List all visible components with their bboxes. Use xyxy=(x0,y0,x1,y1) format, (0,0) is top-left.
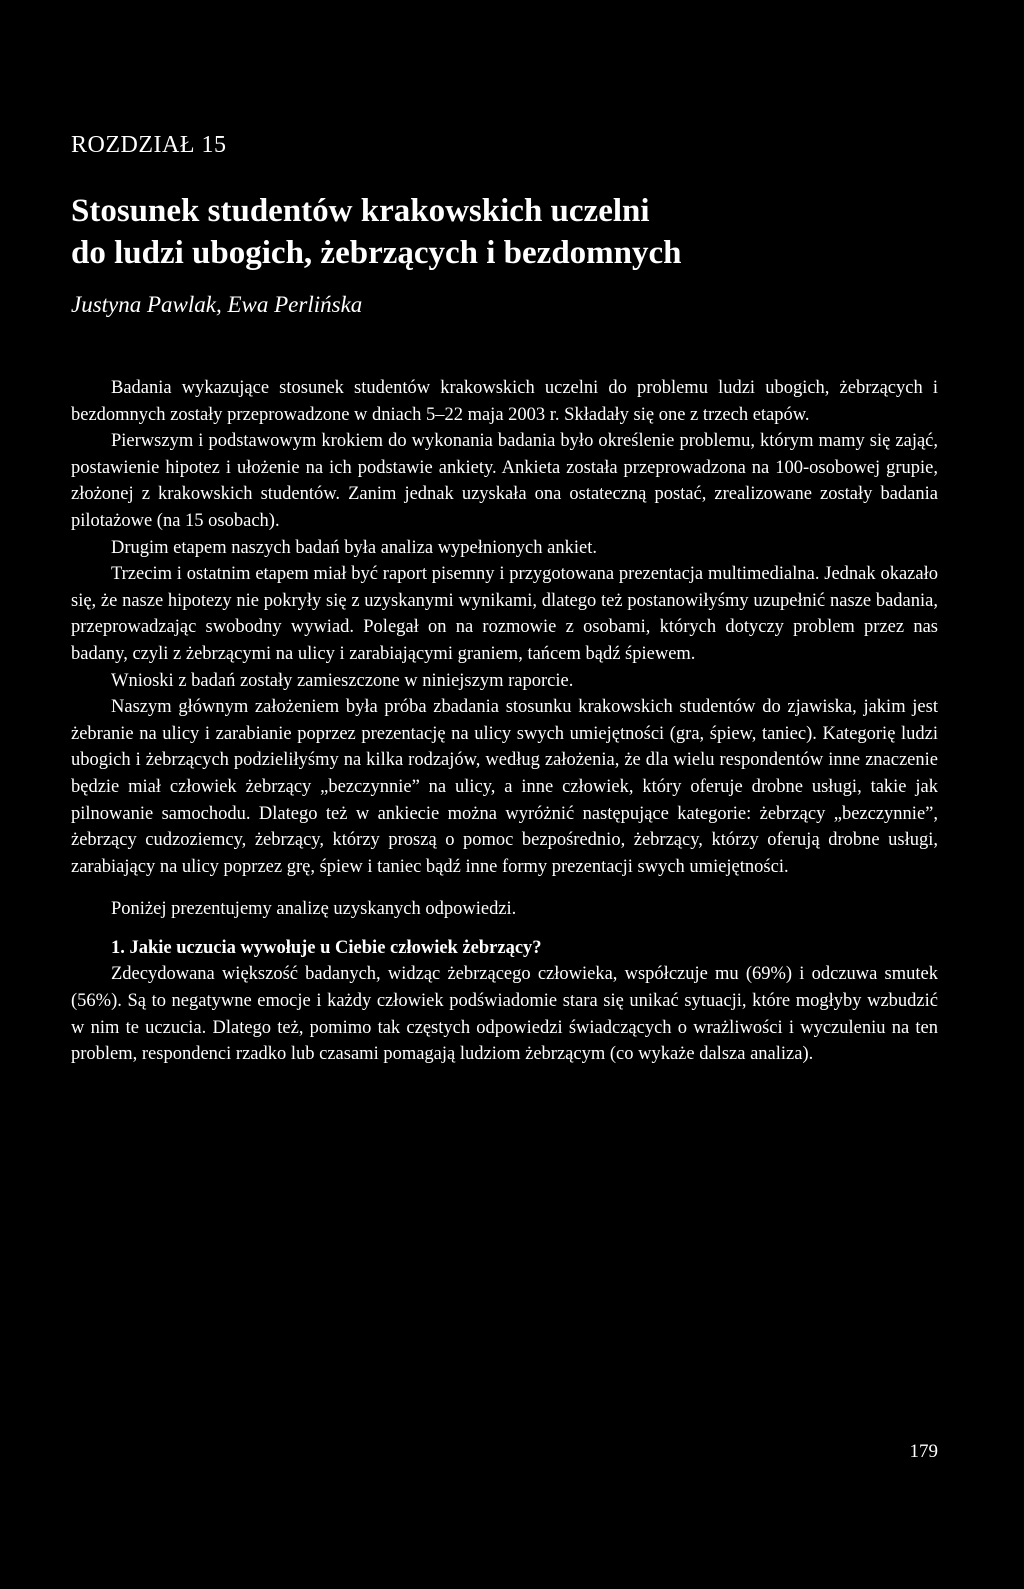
chapter-title-line-2: do ludzi ubogich, żebrzących i bezdomnych xyxy=(71,235,682,271)
chapter-authors: Justyna Pawlak, Ewa Perlińska xyxy=(71,292,363,317)
chapter-label: ROZDZIAŁ 15 xyxy=(71,132,227,158)
paragraph-answer-1: Zdecydowana większość badanych, widząc żebrzącego człowieka, współczuje mu (69%) i odczuwa smutek (56%). Są to negatywne emocje i każdy człowiek podświadomie stara się unikać sytuacji, które mogłyby wzbudzić w nim te uczucia. Dlatego też, pomimo tak częstych odpowiedzi świadczących o wrażliwości i wyczuleniu na ten problem, respondenci rzadko lub czasami pomagają ludziom żebrzącym (co wykaże dalsza analiza). xyxy=(71,964,938,1065)
question-heading-1: 1. Jakie uczucia wywołuje u Ciebie człowiek żebrzący? xyxy=(111,937,542,958)
paragraph-intro: Badania wykazujące stosunek studentów krakowskich uczelni do problemu ludzi ubogich, żebrzących i bezdomnych zostały przeprowadzone w dniach 5–22 maja 2003 r. Składały się one z trzech etapów. xyxy=(71,378,938,425)
paragraph-analysis-intro: Poniżej prezentujemy analizę uzyskanych odpowiedzi. xyxy=(111,899,517,920)
paragraph-main-assumption: Naszym głównym założeniem była próba zbadania stosunku krakowskich studentów do zjawiska, jakim jest żebranie na ulicy i zarabianie poprzez prezentację na ulicy swych umiejętności (gra, śpiew, taniec). Kategorię ludzi ubogich i żebrzących podzieliłyśmy na kilka rodzajów, według założenia, że dla wielu respondentów inne znaczenie będzie miał człowiek żebrzący „bezczynnie” na ulicy, a inne człowiek, który oferuje drobne usługi, takie jak pilnowanie samochodu. Dlatego też w ankiecie można wyróżnić następujące kategorie: żebrzący „bezczynnie”, żebrzący cudzoziemcy, żebrzący, którzy proszą o pomoc bezpośrednio, żebrzący, którzy oferują drobne usługi, zarabiający na ulicy poprzez grę, śpiew i taniec bądź inne formy prezentacji swych umiejętności. xyxy=(71,697,938,877)
paragraph-stage-one: Pierwszym i podstawowym krokiem do wykonania badania było określenie problemu, którym mamy się zająć, postawienie hipotez i ułożenie na ich podstawie ankiety. Ankieta została przeprowadzona na 100-osobowej grupie, złożonej z krakowskich studentów. Zanim jednak uzyskała ona ostateczną postać, zrealizowane zostały badania pilotażowe (na 15 osobach). xyxy=(71,431,938,531)
paragraph-stage-two: Drugim etapem naszych badań była analiza wypełnionych ankiet. xyxy=(111,537,597,558)
page-number: 179 xyxy=(909,1441,938,1462)
paragraph-conclusions-note: Wnioski z badań zostały zamieszczone w niniejszym raporcie. xyxy=(111,670,574,691)
chapter-title-line-1: Stosunek studentów krakowskich uczelni xyxy=(71,193,650,229)
chapter-title xyxy=(71,190,931,274)
document-page xyxy=(71,0,938,1589)
body-text xyxy=(71,375,938,1068)
paragraph-stage-three: Trzecim i ostatnim etapem miał być raport pisemny i przygotowana prezentacja multimedialna. Jednak okazało się, że nasze hipotezy nie pokryły się z uzyskanymi wynikami, dlatego też postanowiłyśmy uzupełnić nasze badania, przeprowadzając swobodny wywiad. Polegał on na rozmowie z osobami, których dotyczy problem przez nas badany, czyli z żebrzącymi na ulicy i zarabiającymi graniem, tańcem bądź śpiewem. xyxy=(71,564,938,664)
